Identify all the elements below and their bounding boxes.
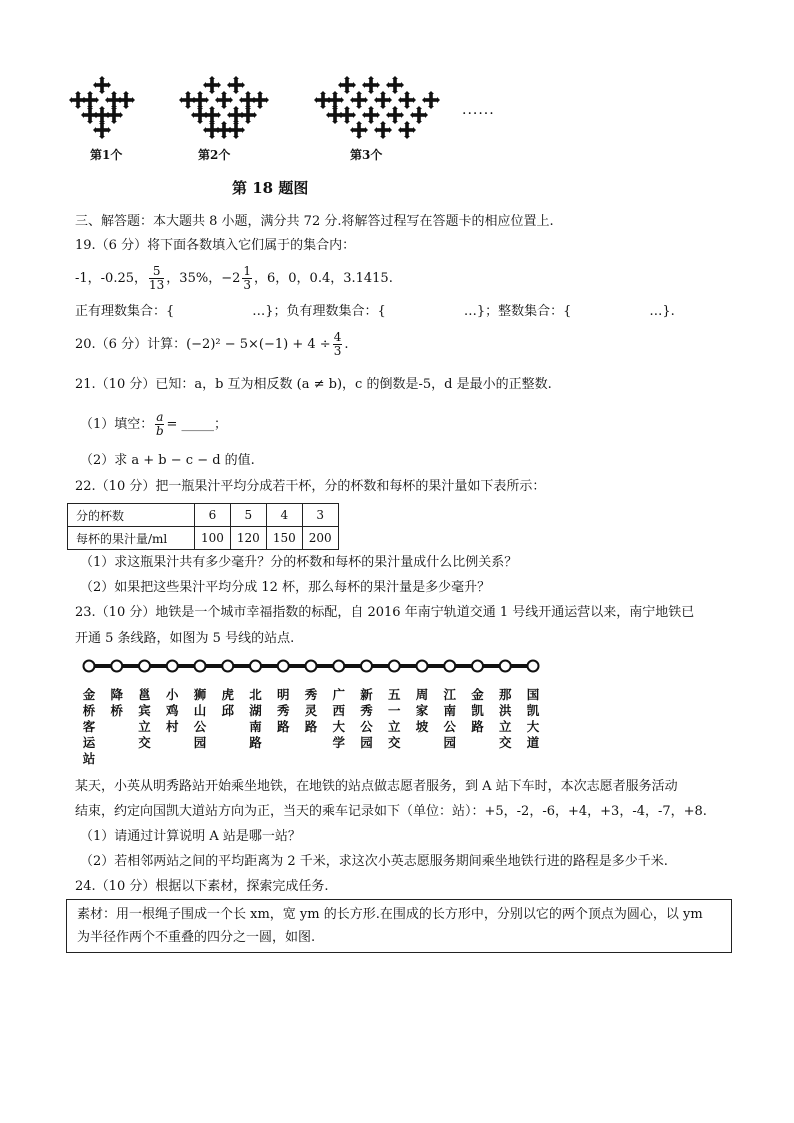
q23-part1: （1）请通过计算说明 A 站是哪一站？ <box>80 829 301 844</box>
q20-expression: 20.（6 分）计算：(−2)² − 5×(−1) + 4 ÷ <box>75 337 331 352</box>
q24-material-line-1: 素材：用一根绳子围成一个长 xm，宽 ym 的长方形.在围成的长方形中，分别以它的两个顶点为圆心，以 ym <box>77 907 703 922</box>
table-cell: 200 <box>302 527 338 550</box>
metro-stop <box>195 661 206 672</box>
figure-18-title: 第 18 题图 <box>232 179 309 197</box>
metro-station-label: 广西大学 <box>332 687 345 750</box>
metro-station-label: 金桥客运站 <box>82 687 96 766</box>
table-cell: 6 <box>195 504 231 527</box>
metro-station-label: 邕宾立交 <box>138 687 151 750</box>
metro-station-label: 新秀公园 <box>360 687 373 750</box>
q24-material-box <box>66 899 732 953</box>
metro-stop <box>389 661 400 672</box>
metro-station-label: 降桥 <box>110 687 123 718</box>
metro-stop <box>111 661 122 672</box>
table-cell: 150 <box>266 527 302 550</box>
metro-stop <box>472 661 483 672</box>
table-cell: 100 <box>195 527 231 550</box>
q20-stem: 20.（6 分）计算：(−2)² − 5×(−1) + 4 ÷ $\frac{4}{3}$ . <box>75 330 349 358</box>
q23-part2: （2）若相邻两站之间的平均距离为 2 千米，求这次小英志愿服务期间乘坐地铁行进的路程是多少千米. <box>80 854 668 869</box>
pattern-caption-1: 第1个 <box>90 148 123 162</box>
metro-station-label: 周家坡 <box>415 687 429 734</box>
q19-numbers <box>75 264 393 294</box>
table-header-amount: 每杯的果汁量/ml <box>68 527 195 550</box>
q23-stem-2: 开通 5 条线路，如图为 5 号线的站点. <box>75 631 295 646</box>
metro-stop <box>417 661 428 672</box>
q19-numbers-b: ，35%，−2 <box>166 271 241 286</box>
q21-part1: （1）填空： $\frac{a}{b}$ = _____； <box>80 410 227 438</box>
metro-station-label: 小鸡村 <box>165 687 179 734</box>
pattern-3 <box>314 76 440 139</box>
q21-part2: （2）求 a + b − c − d 的值. <box>80 453 255 468</box>
metro-stop <box>444 661 455 672</box>
metro-station-label: 江南公园 <box>443 687 456 750</box>
q22-stem: 22.（10 分）把一瓶果汁平均分成若干杯，分的杯数和每杯的果汁量如下表所示： <box>75 479 546 494</box>
q24-stem: 24.（10 分）根据以下素材，探索完成任务. <box>75 879 329 894</box>
q24-material-line-2: 为半径作两个不重叠的四分之一圆，如图. <box>77 930 316 945</box>
q23-body-1: 某天，小英从明秀路站开始乘坐地铁，在地铁的站点做志愿者服务，到 A 站下车时，本次志愿者服务活动 <box>75 779 678 794</box>
metro-stop <box>167 661 178 672</box>
q19-fraction-1: $\frac{5}{13}$ <box>149 264 165 292</box>
q22-part1: （1）求这瓶果汁共有多少毫升？分的杯数和每杯的果汁量成什么比例关系？ <box>80 555 518 570</box>
metro-stop <box>250 661 261 672</box>
q20-fraction: $\frac{4}{3}$ <box>333 330 342 358</box>
metro-station-label: 虎邱 <box>221 687 234 718</box>
metro-station-label: 国凯大道 <box>526 687 540 750</box>
q19-numbers-a: -1，-0.25， <box>75 271 148 286</box>
q19-sets: 正有理数集合：{ …}；负有理数集合：{ …}；整数集合：{ …}. <box>75 304 675 319</box>
metro-stop <box>222 661 233 672</box>
table-row <box>68 504 339 527</box>
metro-stop <box>306 661 317 672</box>
q19-numbers-c: ，6，0，0.4̇，3.1415. <box>254 271 393 286</box>
q19-stem: 19.（6 分）将下面各数填入它们属于的集合内： <box>75 238 356 253</box>
metro-stop <box>361 661 372 672</box>
metro-station-label: 秀灵路 <box>304 687 318 734</box>
q21-stem: 21.（10 分）已知：a，b 互为相反数 (a ≠ b)，c 的倒数是-5，d 是最小的正整数. <box>75 377 552 392</box>
metro-stop <box>528 661 539 672</box>
metro-station-label: 狮山公园 <box>193 687 207 750</box>
metro-stop <box>333 661 344 672</box>
figure-18-patterns <box>60 70 460 150</box>
q19-fraction-2: $\frac{1}{3}$ <box>243 264 251 292</box>
metro-stop <box>84 661 95 672</box>
metro-station-label: 五一立交 <box>387 687 401 750</box>
table-cell: 5 <box>230 504 266 527</box>
table-row <box>68 527 339 550</box>
pattern-2 <box>179 76 269 139</box>
pattern-1 <box>69 76 135 139</box>
pattern-ellipsis: ...... <box>462 102 495 118</box>
table-cell: 4 <box>266 504 302 527</box>
metro-stop <box>278 661 289 672</box>
pattern-caption-2: 第2个 <box>198 148 231 162</box>
q23-body-2: 结束，约定向国凯大道站方向为正，当天的乘车记录如下（单位：站）：+5，-2，-6，+4，+3，-4，-7，+8. <box>75 804 707 819</box>
table-header-cups: 分的杯数 <box>68 504 195 527</box>
metro-stop <box>139 661 150 672</box>
metro-station-label: 金凯路 <box>471 687 484 734</box>
table-cell: 3 <box>302 504 338 527</box>
metro-station-label: 北湖南路 <box>249 687 262 750</box>
pattern-caption-3: 第3个 <box>350 148 383 162</box>
section-3-heading: 三、解答题：本大题共 8 小题，满分共 72 分.将解答过程写在答题卡的相应位置上. <box>75 214 554 229</box>
metro-line-diagram <box>75 656 545 676</box>
metro-station-label: 那洪立交 <box>498 687 512 750</box>
q22-table <box>67 503 339 550</box>
q23-stem-1: 23.（10 分）地铁是一个城市幸福指数的标配，自 2016 年南宁轨道交通 1 号线开通运营以来，南宁地铁已 <box>75 605 695 620</box>
table-cell: 120 <box>230 527 266 550</box>
metro-stop <box>500 661 511 672</box>
q21-fraction: $\frac{a}{b}$ <box>156 410 164 438</box>
metro-station-label: 明秀路 <box>276 687 290 734</box>
q22-part2: （2）如果把这些果汁平均分成 12 杯，那么每杯的果汁量是多少毫升？ <box>80 580 491 595</box>
